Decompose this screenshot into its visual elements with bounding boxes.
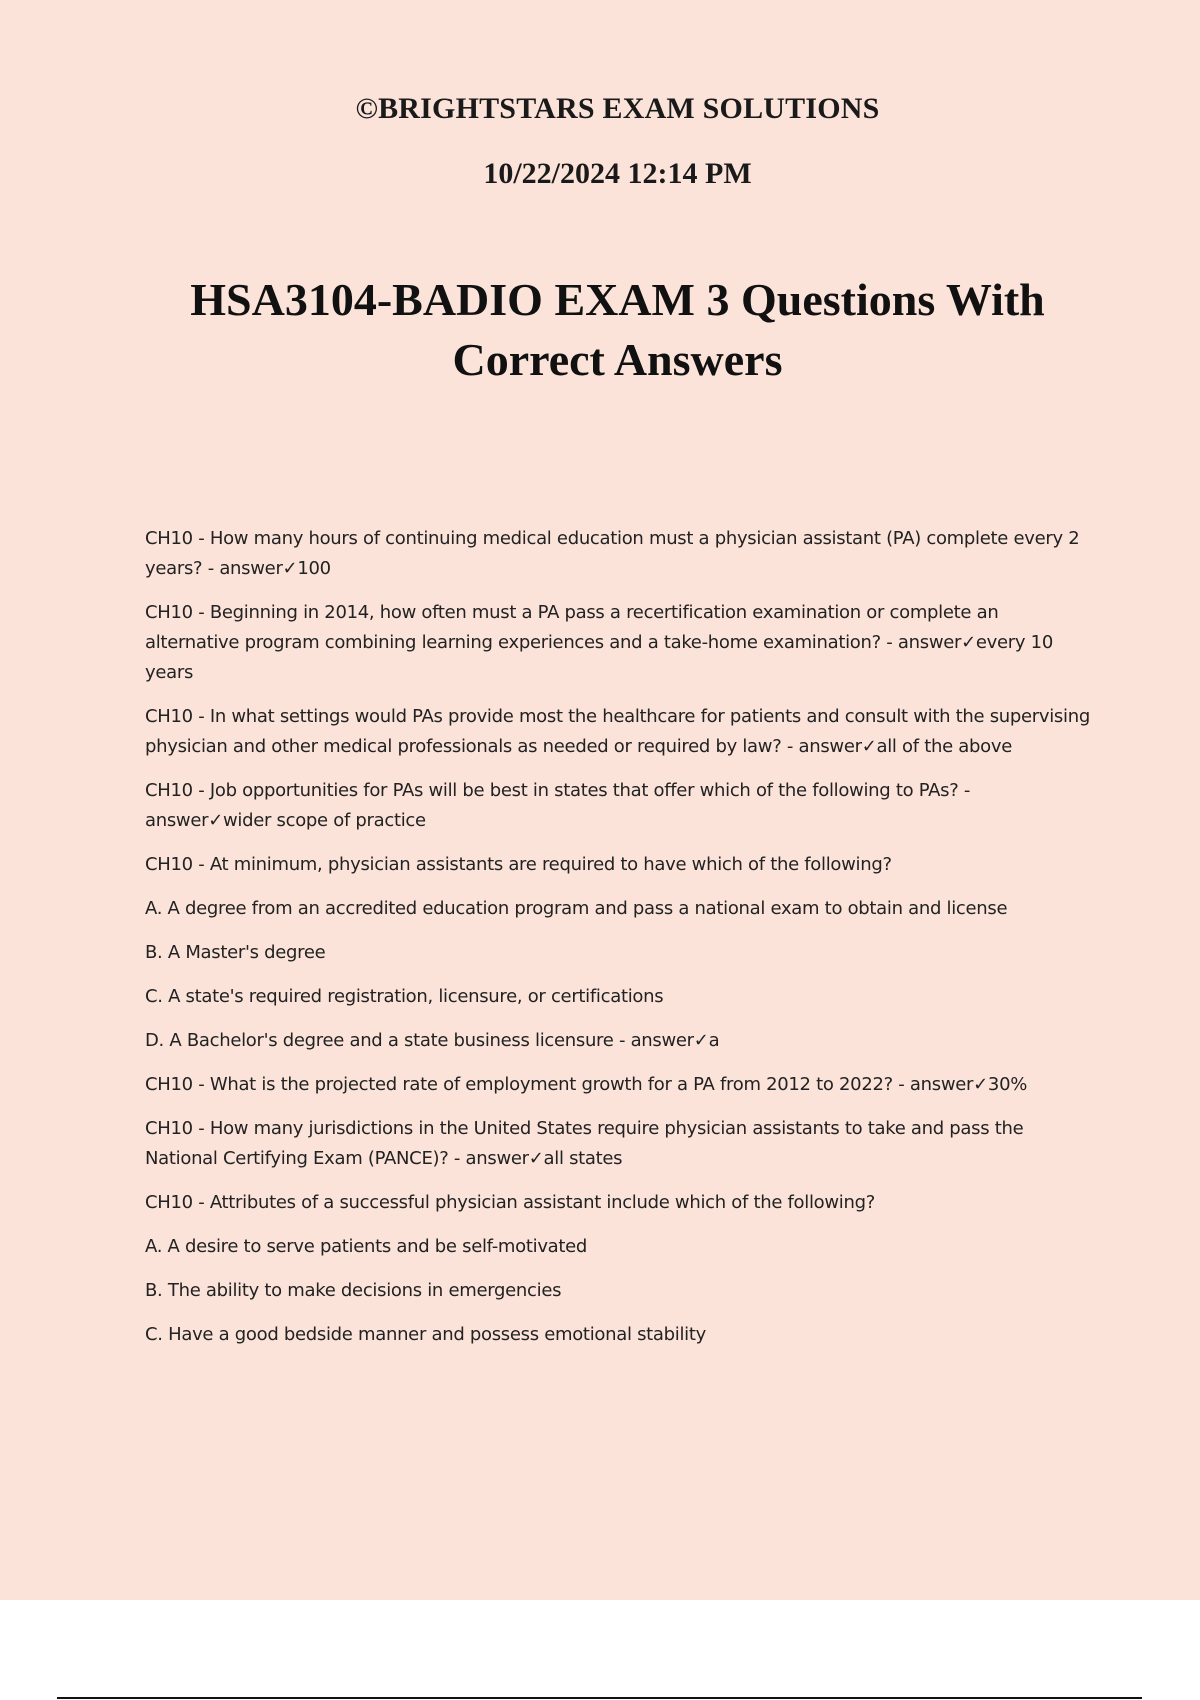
- list-item: C. Have a good bedside manner and possess emotional stability: [145, 1324, 706, 1345]
- list-item: A. A degree from an accredited education program and pass a national exam to obtain and license: [145, 898, 1008, 919]
- header-datetime: 10/22/2024 12:14 PM: [483, 157, 752, 190]
- document-title: HSA3104-BADIO EXAM 3 Questions With Correct Answers: [190, 274, 1045, 385]
- list-item: A. A desire to serve patients and be self-motivated: [145, 1236, 588, 1257]
- list-item: CH10 - How many jurisdictions in the United States require physician assistants to take and pass the National Certifying Exam (PANCE)? - answer✓all states: [145, 1118, 1024, 1169]
- list-item: CH10 - Job opportunities for PAs will be best in states that offer which of the following to PAs? - answer✓wider scope of practice: [145, 780, 971, 831]
- brand-header: ©BRIGHTSTARS EXAM SOLUTIONS: [355, 92, 880, 125]
- list-item: CH10 - Attributes of a successful physician assistant include which of the following?: [145, 1192, 875, 1213]
- list-item: B. The ability to make decisions in emergencies: [145, 1280, 562, 1301]
- list-item: CH10 - What is the projected rate of employment growth for a PA from 2012 to 2022? - answer✓30%: [145, 1074, 1028, 1095]
- list-item: CH10 - At minimum, physician assistants are required to have which of the following?: [145, 854, 892, 875]
- question-answer-list: [145, 524, 1095, 1364]
- list-item: D. A Bachelor's degree and a state business licensure - answer✓a: [145, 1030, 720, 1051]
- list-item: C. A state's required registration, licensure, or certifications: [145, 986, 664, 1007]
- list-item: CH10 - In what settings would PAs provide most the healthcare for patients and consult with the supervising physician and other medical professionals as needed or required by law? - answer✓all of the above: [145, 706, 1090, 757]
- list-item: CH10 - How many hours of continuing medical education must a physician assistant (PA) complete every 2 years? - answer✓100: [145, 528, 1080, 579]
- list-item: CH10 - Beginning in 2014, how often must a PA pass a recertification examination or complete an alternative program combining learning experiences and a take-home examination? - answer✓every 10 years: [145, 602, 1053, 683]
- list-item: B. A Master's degree: [145, 942, 326, 963]
- footer-divider: [57, 1697, 1142, 1699]
